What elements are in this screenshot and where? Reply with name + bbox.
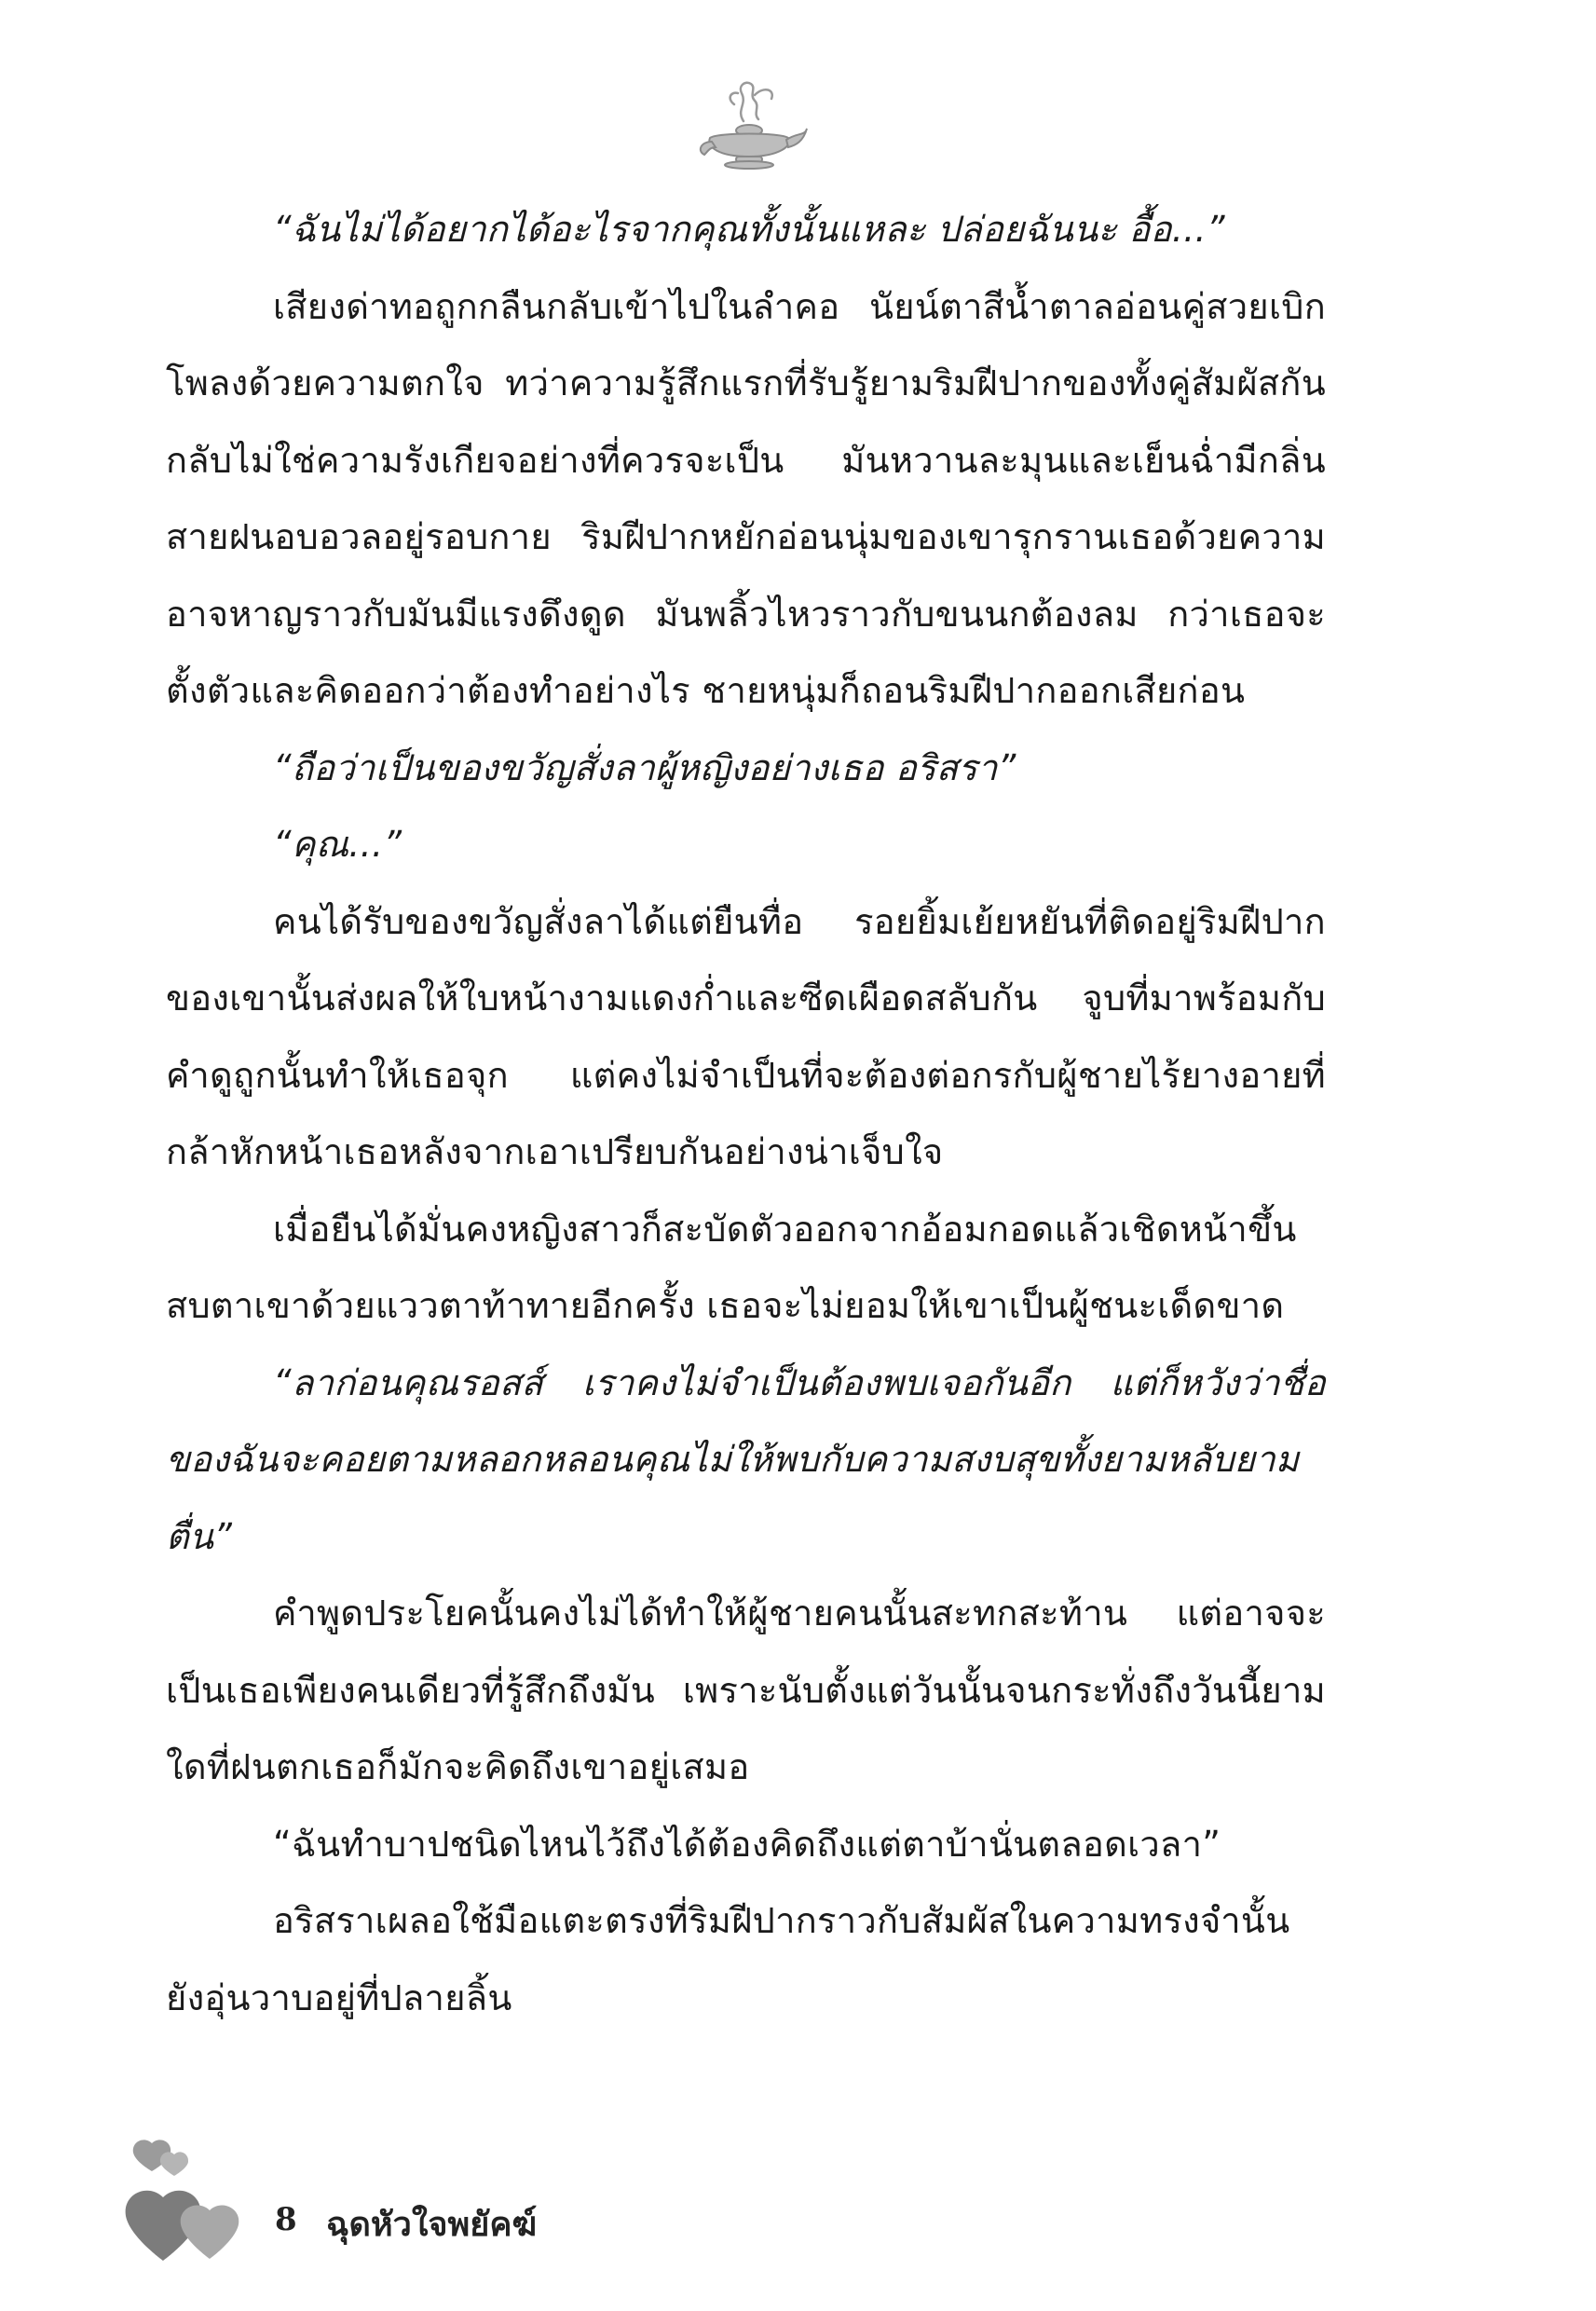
book-title: ฉุดหัวใจพยัคฆ์ bbox=[326, 2206, 538, 2244]
page-footer bbox=[116, 2134, 769, 2283]
dialogue-paragraph: “ฉันไม่ได้อยากได้อะไรจากคุณทั้งนั้นแหละ ปล่อยฉันนะ อื้อ...” bbox=[273, 209, 1225, 250]
narrative-paragraph: เมื่อยืนได้มั่นคงหญิงสาวก็สะบัดตัวออกจากอ้อมกอดแล้วเชิดหน้าขึ้นสบตาเขาด้วยแววตาท้าทายอีกครั้ง เธอจะไม่ยอมให้เขาเป็นผู้ชนะเด็ดขาด bbox=[166, 1208, 1297, 1326]
page-body bbox=[166, 191, 1326, 2036]
magic-lamp-icon bbox=[689, 76, 811, 170]
hearts-icon bbox=[116, 2134, 256, 2283]
page-number: 8 bbox=[275, 2201, 297, 2238]
dialogue-paragraph: “ฉันทำบาปชนิดไหนไว้ถึงได้ต้องคิดถึงแต่ตาบ้านั่นตลอดเวลา” bbox=[273, 1823, 1221, 1865]
narrative-paragraph: คำพูดประโยคนั้นคงไม่ได้ทำให้ผู้ชายคนนั้นสะทกสะท้าน แต่อาจจะเป็นเธอเพียงคนเดียวที่รู้สึกถึงมัน เพราะนับตั้งแต่วันนั้นจนกระทั่งถึงวันนี้ยามใดที่ฝนตกเธอก็มักจะคิดถึงเขาอยู่เสมอ bbox=[166, 1593, 1326, 1787]
narrative-paragraph: อริสราเผลอใช้มือแตะตรงที่ริมฝีปากราวกับสัมผัสในความทรงจำนั้นยังอุ่นวาบอยู่ที่ปลายลิ้น bbox=[166, 1900, 1290, 2018]
narrative-paragraph: คนได้รับของขวัญสั่งลาได้แต่ยืนทื่อ รอยยิ้มเย้ยหยันที่ติดอยู่ริมฝีปากของเขานั้นส่งผลให้ใบหน้างามแดงก่ำและซีดเผือดสลับกัน จูบที่มาพร้อมกับคำดูถูกนั้นทำให้เธอจุก แต่คงไม่จำเป็นที่จะต้องต่อกรกับผู้ชายไร้ยางอายที่กล้าหักหน้าเธอหลังจากเอาเปรียบกันอย่างน่าเจ็บใจ bbox=[166, 900, 1326, 1172]
dialogue-paragraph: “ลาก่อนคุณรอสส์ เราคงไม่จำเป็นต้องพบเจอกันอีก แต่ก็หวังว่าชื่อของฉันจะคอยตามหลอกหลอนคุณไม่ให้พบกับความสงบสุขทั้งยามหลับยามตื่น” bbox=[166, 1361, 1326, 1557]
dialogue-paragraph: “ถือว่าเป็นของขวัญสั่งลาผู้หญิงอย่างเธอ อริสรา” bbox=[273, 746, 1016, 788]
dialogue-paragraph: “คุณ...” bbox=[273, 824, 402, 865]
narrative-paragraph: เสียงด่าทอถูกกลืนกลับเข้าไปในลำคอ นัยน์ตาสีน้ำตาลอ่อนคู่สวยเบิกโพลงด้วยความตกใจ ทว่าความรู้สึกแรกที่รับรู้ยามริมฝีปากของทั้งคู่สัมผัสกันกลับไม่ใช่ความรังเกียจอย่างที่ควรจะเป็น มันหวานละมุนและเย็นฉ่ำมีกลิ่นสายฝนอบอวลอยู่รอบกาย ริมฝีปากหยักอ่อนนุ่มของเขารุกรานเธอด้วยความอาจหาญราวกับมันมีแรงดึงดูด มันพลิ้วไหวราวกับขนนกต้องลม กว่าเธอจะตั้งตัวและคิดออกว่าต้องทำอย่างไร ชายหนุ่มก็ถอนริมฝีปากออกเสียก่อน bbox=[166, 285, 1326, 711]
